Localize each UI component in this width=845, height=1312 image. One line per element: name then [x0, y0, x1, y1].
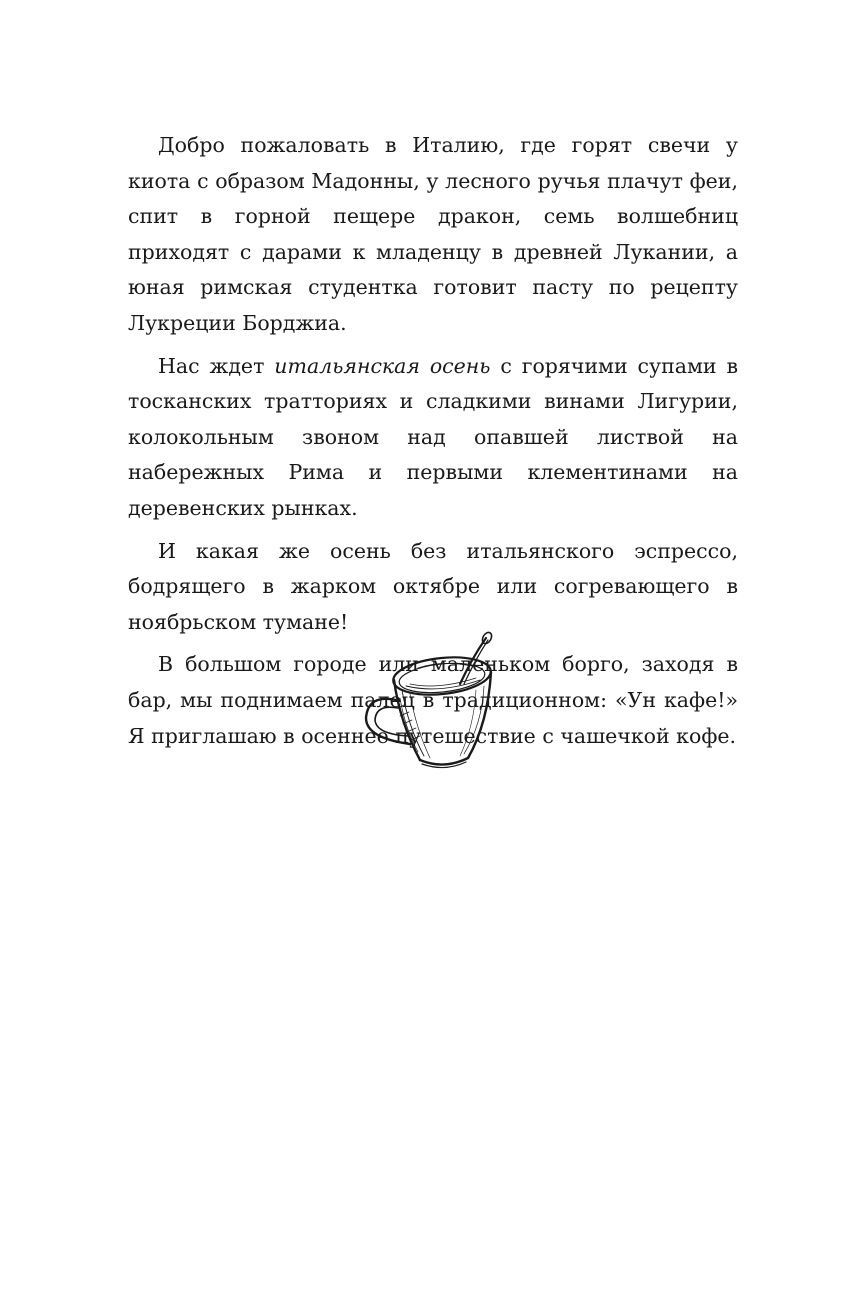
coffee-cup-with-spoon-icon [360, 628, 510, 778]
paragraph-autumn-after: с горячими супами в тосканских тратториях и сладкими винами Лигурии, колокольным звоном над опавшей листвой на набережных Рима и первыми клементинами на деревенских рынках. [128, 353, 738, 520]
paragraph-espresso: И какая же осень без итальянского эспрессо, бодрящего в жарком октябре или согревающего в ноябрьском тумане! [128, 538, 738, 634]
emphasis-italian-autumn: итальянская осень [274, 353, 491, 378]
paragraph-autumn [128, 349, 738, 527]
paragraph-intro: Добро пожаловать в Италию, где горят свечи у киота с образом Мадонны, у лесного ручья плачут феи, спит в горной пещере дракон, семь волшебниц приходят с дарами к младенцу в древней Лукании, а юная римская студентка готовит пасту по рецепту Лукреции Борджиа. [128, 133, 738, 335]
paragraph-autumn-before: Нас ждет [158, 353, 275, 378]
paragraph-invitation: В большом городе или маленьком борго, заходя в бар, мы поднимаем палец в традиционном: «Ун кафе!» Я приглашаю в осеннее путешествие с чашечкой кофе. [128, 652, 738, 748]
coffee-cup-drawing [360, 628, 510, 778]
